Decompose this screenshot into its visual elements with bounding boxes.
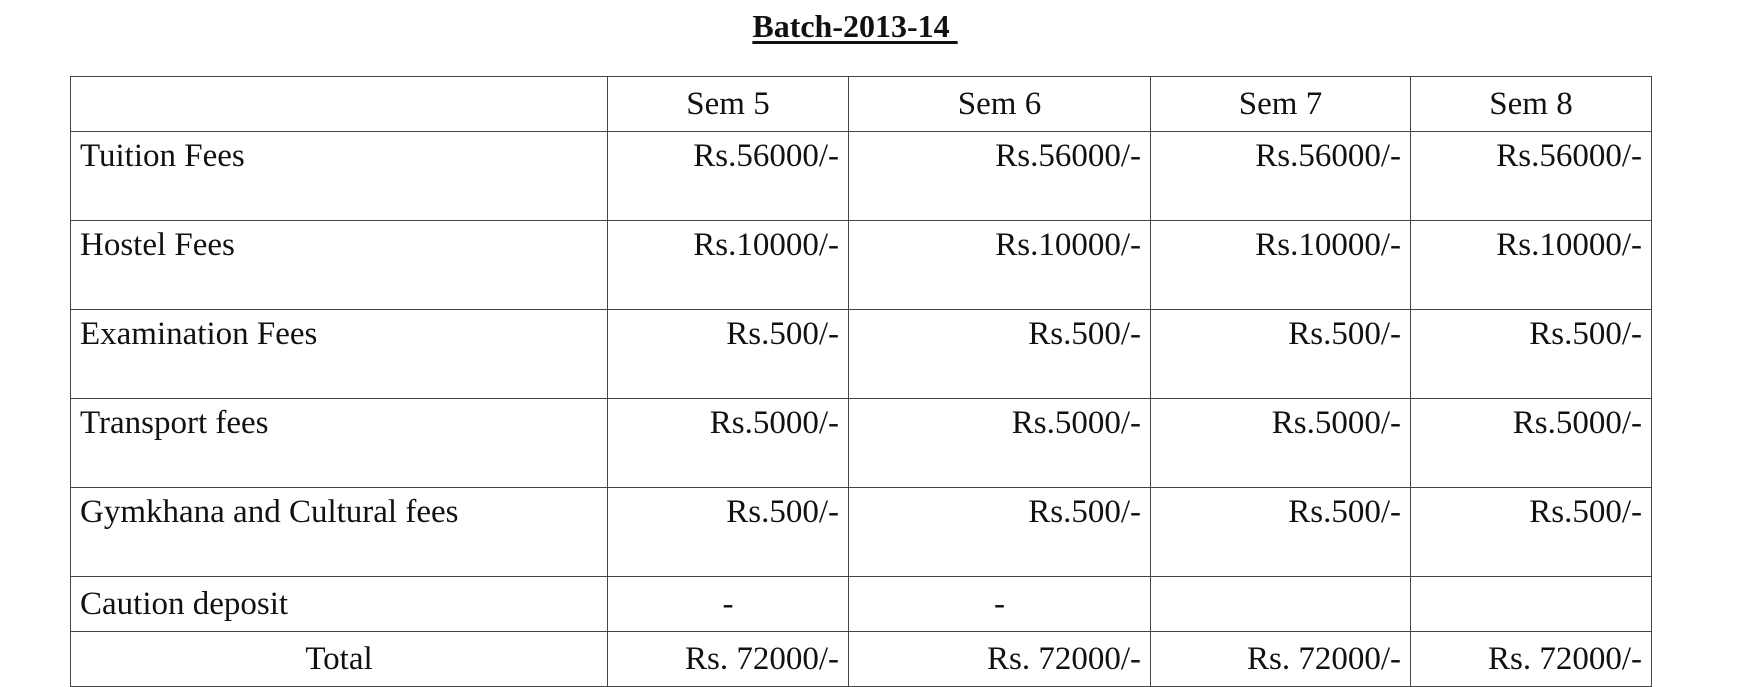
cell-amount: Rs.5000/- bbox=[1411, 399, 1652, 488]
table-row-gymkhana bbox=[71, 488, 1652, 577]
header-sem-8: Sem 8 bbox=[1411, 77, 1652, 132]
header-sem-7: Sem 7 bbox=[1151, 77, 1411, 132]
table-row-caution-deposit bbox=[71, 577, 1652, 632]
row-label: Caution deposit bbox=[71, 577, 608, 632]
cell-amount: Rs.500/- bbox=[1151, 310, 1411, 399]
fee-table bbox=[70, 76, 1652, 687]
total-amount: Rs. 72000/- bbox=[1411, 632, 1652, 687]
total-label: Total bbox=[71, 632, 608, 687]
total-amount: Rs. 72000/- bbox=[1151, 632, 1411, 687]
cell-amount: Rs.56000/- bbox=[849, 132, 1151, 221]
cell-amount: Rs.10000/- bbox=[1411, 221, 1652, 310]
cell-amount: Rs.500/- bbox=[608, 310, 849, 399]
total-amount: Rs. 72000/- bbox=[849, 632, 1151, 687]
cell-amount: Rs.5000/- bbox=[1151, 399, 1411, 488]
cell-amount: Rs.500/- bbox=[608, 488, 849, 577]
table-row-total bbox=[71, 632, 1652, 687]
cell-amount: - bbox=[849, 577, 1151, 632]
cell-amount: Rs.500/- bbox=[849, 488, 1151, 577]
row-label: Tuition Fees bbox=[71, 132, 608, 221]
batch-title: Batch-2013-14 bbox=[752, 8, 958, 44]
cell-amount: Rs.56000/- bbox=[1411, 132, 1652, 221]
cell-amount: Rs.10000/- bbox=[608, 221, 849, 310]
cell-amount: Rs.56000/- bbox=[608, 132, 849, 221]
row-label: Examination Fees bbox=[71, 310, 608, 399]
cell-amount: - bbox=[608, 577, 849, 632]
cell-amount: Rs.5000/- bbox=[849, 399, 1151, 488]
document-title bbox=[0, 8, 1710, 45]
cell-amount: Rs.500/- bbox=[1151, 488, 1411, 577]
row-label: Transport fees bbox=[71, 399, 608, 488]
header-sem-5: Sem 5 bbox=[608, 77, 849, 132]
cell-amount: Rs.5000/- bbox=[608, 399, 849, 488]
cell-amount: Rs.56000/- bbox=[1151, 132, 1411, 221]
cell-amount: Rs.500/- bbox=[1411, 310, 1652, 399]
cell-amount: Rs.500/- bbox=[849, 310, 1151, 399]
header-row bbox=[71, 77, 1652, 132]
header-blank bbox=[71, 77, 608, 132]
table-row-examination bbox=[71, 310, 1652, 399]
row-label: Gymkhana and Cultural fees bbox=[71, 488, 608, 577]
cell-amount bbox=[1411, 577, 1652, 632]
table-row-hostel bbox=[71, 221, 1652, 310]
cell-amount: Rs.10000/- bbox=[1151, 221, 1411, 310]
header-sem-6: Sem 6 bbox=[849, 77, 1151, 132]
table-row-transport bbox=[71, 399, 1652, 488]
total-amount: Rs. 72000/- bbox=[608, 632, 849, 687]
cell-amount: Rs.10000/- bbox=[849, 221, 1151, 310]
cell-amount: Rs.500/- bbox=[1411, 488, 1652, 577]
cell-amount bbox=[1151, 577, 1411, 632]
row-label: Hostel Fees bbox=[71, 221, 608, 310]
table-row-tuition bbox=[71, 132, 1652, 221]
